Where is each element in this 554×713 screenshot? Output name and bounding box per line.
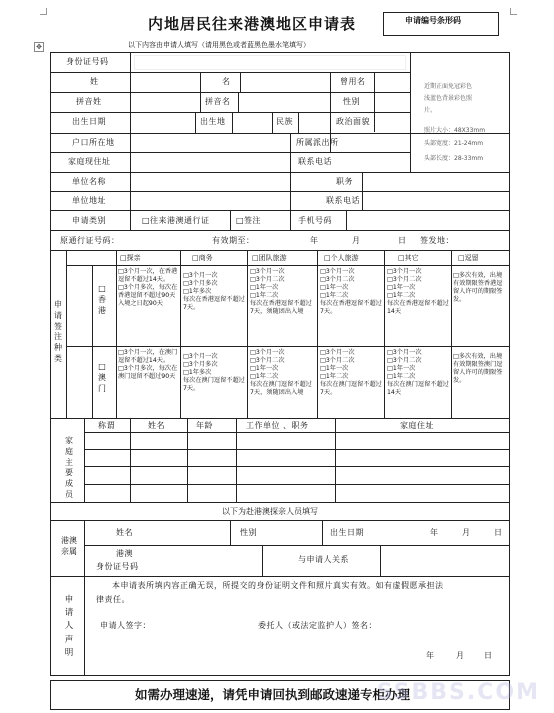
birth-date-label: 出生日期 xyxy=(72,117,106,126)
corner-mark-tr xyxy=(510,8,517,15)
footer-note: 如需办理速递，请凭申请回执到邮政速递专柜办理 xyxy=(135,687,411,702)
macau-checkbox[interactable]: □澳门 xyxy=(98,362,106,393)
employer-label: 单位名称 xyxy=(72,177,106,186)
relative-instruction: 以下为赴港澳探亲人员填写 xyxy=(222,507,318,516)
form-title: 内地居民往来港澳地区申请表 xyxy=(148,15,357,33)
pinyin-surname-label: 拼音姓 xyxy=(76,97,102,106)
table-move-handle-icon[interactable]: ✥ xyxy=(34,42,44,52)
relative-name-label: 姓名 xyxy=(116,528,133,537)
hk-individual-cell[interactable]: □3个月一次 □3个月二次 □1年一次 □1年二次 每次在香港逗留不超过7天。 xyxy=(320,268,382,315)
macau-group-cell[interactable]: □3个月一次 □3个月二次 □1年一次 □1年二次 每次在澳门逗留不超过7天，须随团出入境 xyxy=(250,349,312,396)
employer-phone-label: 联系电话 xyxy=(326,196,360,205)
endorse-header-other[interactable]: □其它 xyxy=(398,254,419,262)
barcode-label: 申请编号条形码 xyxy=(405,16,461,25)
photo-req-5: 头部宽度：21-24mm xyxy=(424,140,484,147)
macau-individual-cell[interactable]: □3个月一次 □3个月二次 □1年一次 □1年二次 每次在澳门逗留不超过7天。 xyxy=(320,349,382,396)
apply-type-endorsement-checkbox[interactable]: □签注 xyxy=(236,216,262,225)
family-col-name: 姓名 xyxy=(148,421,165,430)
id-no-input[interactable] xyxy=(134,55,406,70)
gender-label: 性别 xyxy=(343,97,360,106)
valid-month: 月 xyxy=(352,236,361,245)
relative-month: 月 xyxy=(462,528,471,537)
issue-place-label: 签发地： xyxy=(420,236,454,245)
applicant-sign-label: 申请人签字： xyxy=(100,621,151,630)
hk-other-cell[interactable]: □3个月一次 □3个月二次 □1年一次 □1年二次 每次在香港逗留不超过14天 xyxy=(387,268,449,315)
endorsement-section-label: 申请签注种类 xyxy=(54,300,62,363)
political-label: 政治面貌 xyxy=(336,117,370,126)
hk-business-cell[interactable]: □3个月一次 □3个月多次 □1年多次 每次在香港逗留不超过7天。 xyxy=(183,272,245,311)
apply-type-label: 申请类别 xyxy=(72,216,106,225)
id-no-label: 身份证号码 xyxy=(66,57,109,66)
macau-other-cell[interactable]: □3个月一次 □3个月二次 □1年一次 □1年二次 每次在澳门逗留不超过14天 xyxy=(387,349,449,396)
relative-id-label: 身份证号码 xyxy=(96,562,139,571)
job-label: 职务 xyxy=(336,177,353,186)
relative-relation-label: 与申请人关系 xyxy=(298,555,349,564)
declaration-text-2: 律责任。 xyxy=(96,595,130,604)
endorse-header-stay[interactable]: □逗留 xyxy=(458,254,479,262)
declaration-text-1: 本申请表所填内容正确无误，所提交的身份证明文件和照片真实有效。如有虚假愿承担法 xyxy=(112,581,444,590)
photo-req-3: 片。 xyxy=(424,107,437,114)
endorse-header-visit[interactable]: □探亲 xyxy=(120,254,141,262)
hk-stay-cell[interactable]: □多次有效，出境有效期限签香港逗留人许可的期限签发。 xyxy=(453,272,503,303)
employer-address-label: 单位地址 xyxy=(72,196,106,205)
macau-visit-cell[interactable]: □3个月一次，在澳门逗留不超过14天。 □3个月多次，每次在澳门逗留不超过90天 xyxy=(118,349,178,380)
family-col-address: 家庭住址 xyxy=(400,421,434,430)
family-col-work: 工作单位 、职务 xyxy=(246,421,309,430)
hk-group-cell[interactable]: □3个月一次 □3个月二次 □1年一次 □1年二次 每次在香港逗留不超过7天，须随团出入境 xyxy=(250,268,312,315)
police-station-label: 所属派出所 xyxy=(296,138,339,147)
relative-hkmacau-label: 港澳 xyxy=(116,549,133,558)
watermark: SSBBS.COM xyxy=(376,680,540,705)
home-address-label: 家庭现住址 xyxy=(68,157,111,166)
former-name-label: 曾用名 xyxy=(340,77,366,86)
mobile-label: 手机号码 xyxy=(298,216,332,225)
apply-type-permit-checkbox[interactable]: □往来港澳通行证 xyxy=(142,216,210,225)
declaration-day: 日 xyxy=(484,651,493,660)
macau-business-cell[interactable]: □3个月一次 □3个月多次 □1年多次 每次在澳门逗留不超过7天。 xyxy=(183,353,245,392)
endorse-header-group[interactable]: □团队旅游 xyxy=(252,254,287,262)
endorse-header-business[interactable]: □商务 xyxy=(192,254,213,262)
family-col-age: 年龄 xyxy=(196,421,213,430)
photo-req-1: 近期正面免冠彩色 xyxy=(424,83,473,90)
photo-req-2: 浅蓝色背景彩色照 xyxy=(424,95,473,102)
relative-birth-label: 出生日期 xyxy=(330,528,364,537)
valid-until-label: 有效期至： xyxy=(212,236,255,245)
family-section-label: 家庭主要成员 xyxy=(65,436,73,499)
hukou-label: 户口所在地 xyxy=(72,138,115,147)
hk-visit-cell[interactable]: □3个月一次，在香港逗留不超过14天。 □3个月多次，每次在香港逗留不超过90天 入境之日起90天 xyxy=(118,268,178,307)
pinyin-given-label: 拼音名 xyxy=(205,97,231,106)
family-col-relation: 称谓 xyxy=(98,421,115,430)
hk-checkbox[interactable]: □香港 xyxy=(98,284,106,315)
surname-label: 姓 xyxy=(90,77,99,86)
endorse-header-individual[interactable]: □个人旅游 xyxy=(324,254,359,262)
macau-stay-cell[interactable]: □多次有效，出境有效期限签澳门逗留人许可的期限签发。 xyxy=(453,353,503,384)
photo-req-6: 头部长度：28-33mm xyxy=(424,155,484,162)
relative-year: 年 xyxy=(430,528,439,537)
relative-day: 日 xyxy=(494,528,503,537)
declaration-month: 月 xyxy=(456,651,465,660)
corner-mark-tl xyxy=(40,8,47,15)
given-name-label: 名 xyxy=(222,77,231,86)
declaration-section-label: 申请人声明 xyxy=(64,595,74,658)
relative-gender-label: 性别 xyxy=(240,528,257,537)
relative-section-label: 港澳亲属 xyxy=(61,536,77,556)
delegate-sign-label: 委托人（或法定监护人）签名： xyxy=(258,621,377,630)
contact-phone-label: 联系电话 xyxy=(298,157,332,166)
photo-req-4: 照片大小：48X33mm xyxy=(424,127,486,134)
instruction-text: 以下内容由申请人填写（请用黑色或者蓝黑色墨水笔填写） xyxy=(128,41,310,49)
valid-year: 年 xyxy=(310,236,319,245)
declaration-year: 年 xyxy=(426,651,435,660)
ethnicity-label: 民族 xyxy=(276,117,293,126)
birth-place-label: 出生地 xyxy=(200,117,226,126)
valid-day: 日 xyxy=(398,236,407,245)
orig-permit-label: 原通行证号码： xyxy=(60,236,120,245)
